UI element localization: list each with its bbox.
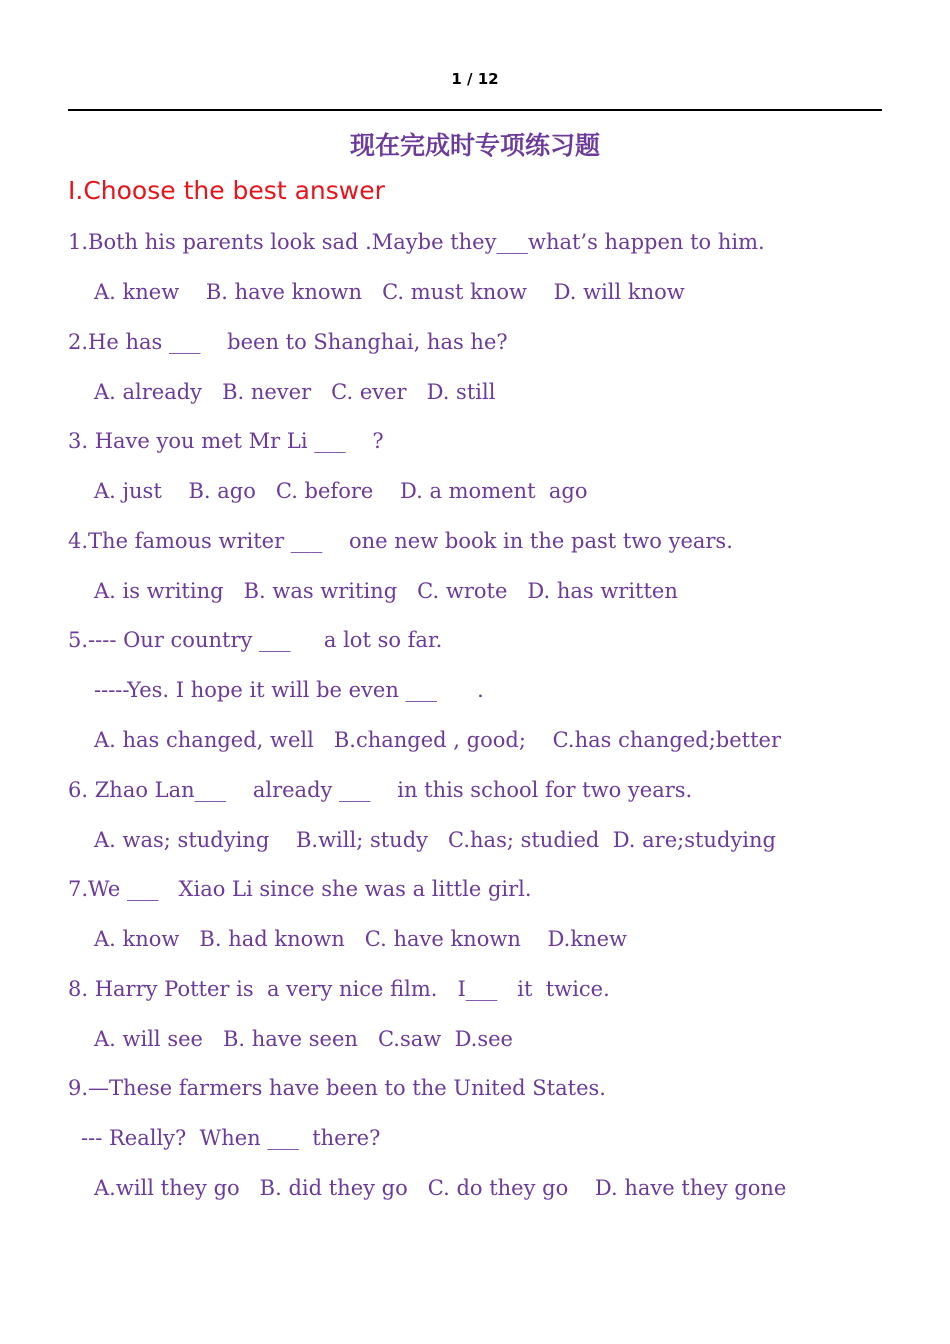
question-9: 9.—These farmers have been to the United States.	[68, 1076, 606, 1100]
header-divider	[68, 109, 882, 111]
question-8: 8. Harry Potter is a very nice film. I___ it twice.	[68, 977, 610, 1001]
document-title: 现在完成时专项练习题	[349, 131, 600, 160]
question-7: 7.We ___ Xiao Li since she was a little girl.	[68, 877, 532, 901]
question-1: 1.Both his parents look sad .Maybe they___what’s happen to him.	[68, 230, 765, 254]
options-3: A. just B. ago C. before D. a moment ago	[94, 479, 588, 503]
options-2: A. already B. never C. ever D. still	[94, 380, 496, 404]
question-3: 3. Have you met Mr Li ___ ?	[68, 429, 384, 453]
options-4: A. is writing B. was writing C. wrote D. has written	[94, 579, 678, 603]
options-7: A. know B. had known C. have known D.knew	[94, 927, 627, 951]
options-9: A.will they go B. did they go C. do they go D. have they gone	[94, 1176, 787, 1200]
options-8: A. will see B. have seen C.saw D.see	[94, 1027, 513, 1051]
question-5: 5.---- Our country ___ a lot so far.	[68, 628, 443, 652]
question-9-reply: --- Really? When ___ there?	[81, 1126, 381, 1150]
question-5-reply: -----Yes. I hope it will be even ___ .	[94, 678, 484, 702]
options-1: A. knew B. have known C. must know D. will know	[94, 280, 685, 304]
question-2: 2.He has ___ been to Shanghai, has he?	[68, 330, 508, 354]
options-6: A. was; studying B.will; study C.has; studied D. are;studying	[94, 828, 776, 852]
question-6: 6. Zhao Lan___ already ___ in this school for two years.	[68, 778, 693, 802]
page-number: 1 / 12	[451, 70, 499, 88]
question-4: 4.The famous writer ___ one new book in the past two years.	[68, 529, 733, 553]
options-5: A. has changed, well B.changed , good; C.has changed;better	[94, 728, 782, 752]
section-heading: Ⅰ.Choose the best answer	[68, 176, 385, 205]
